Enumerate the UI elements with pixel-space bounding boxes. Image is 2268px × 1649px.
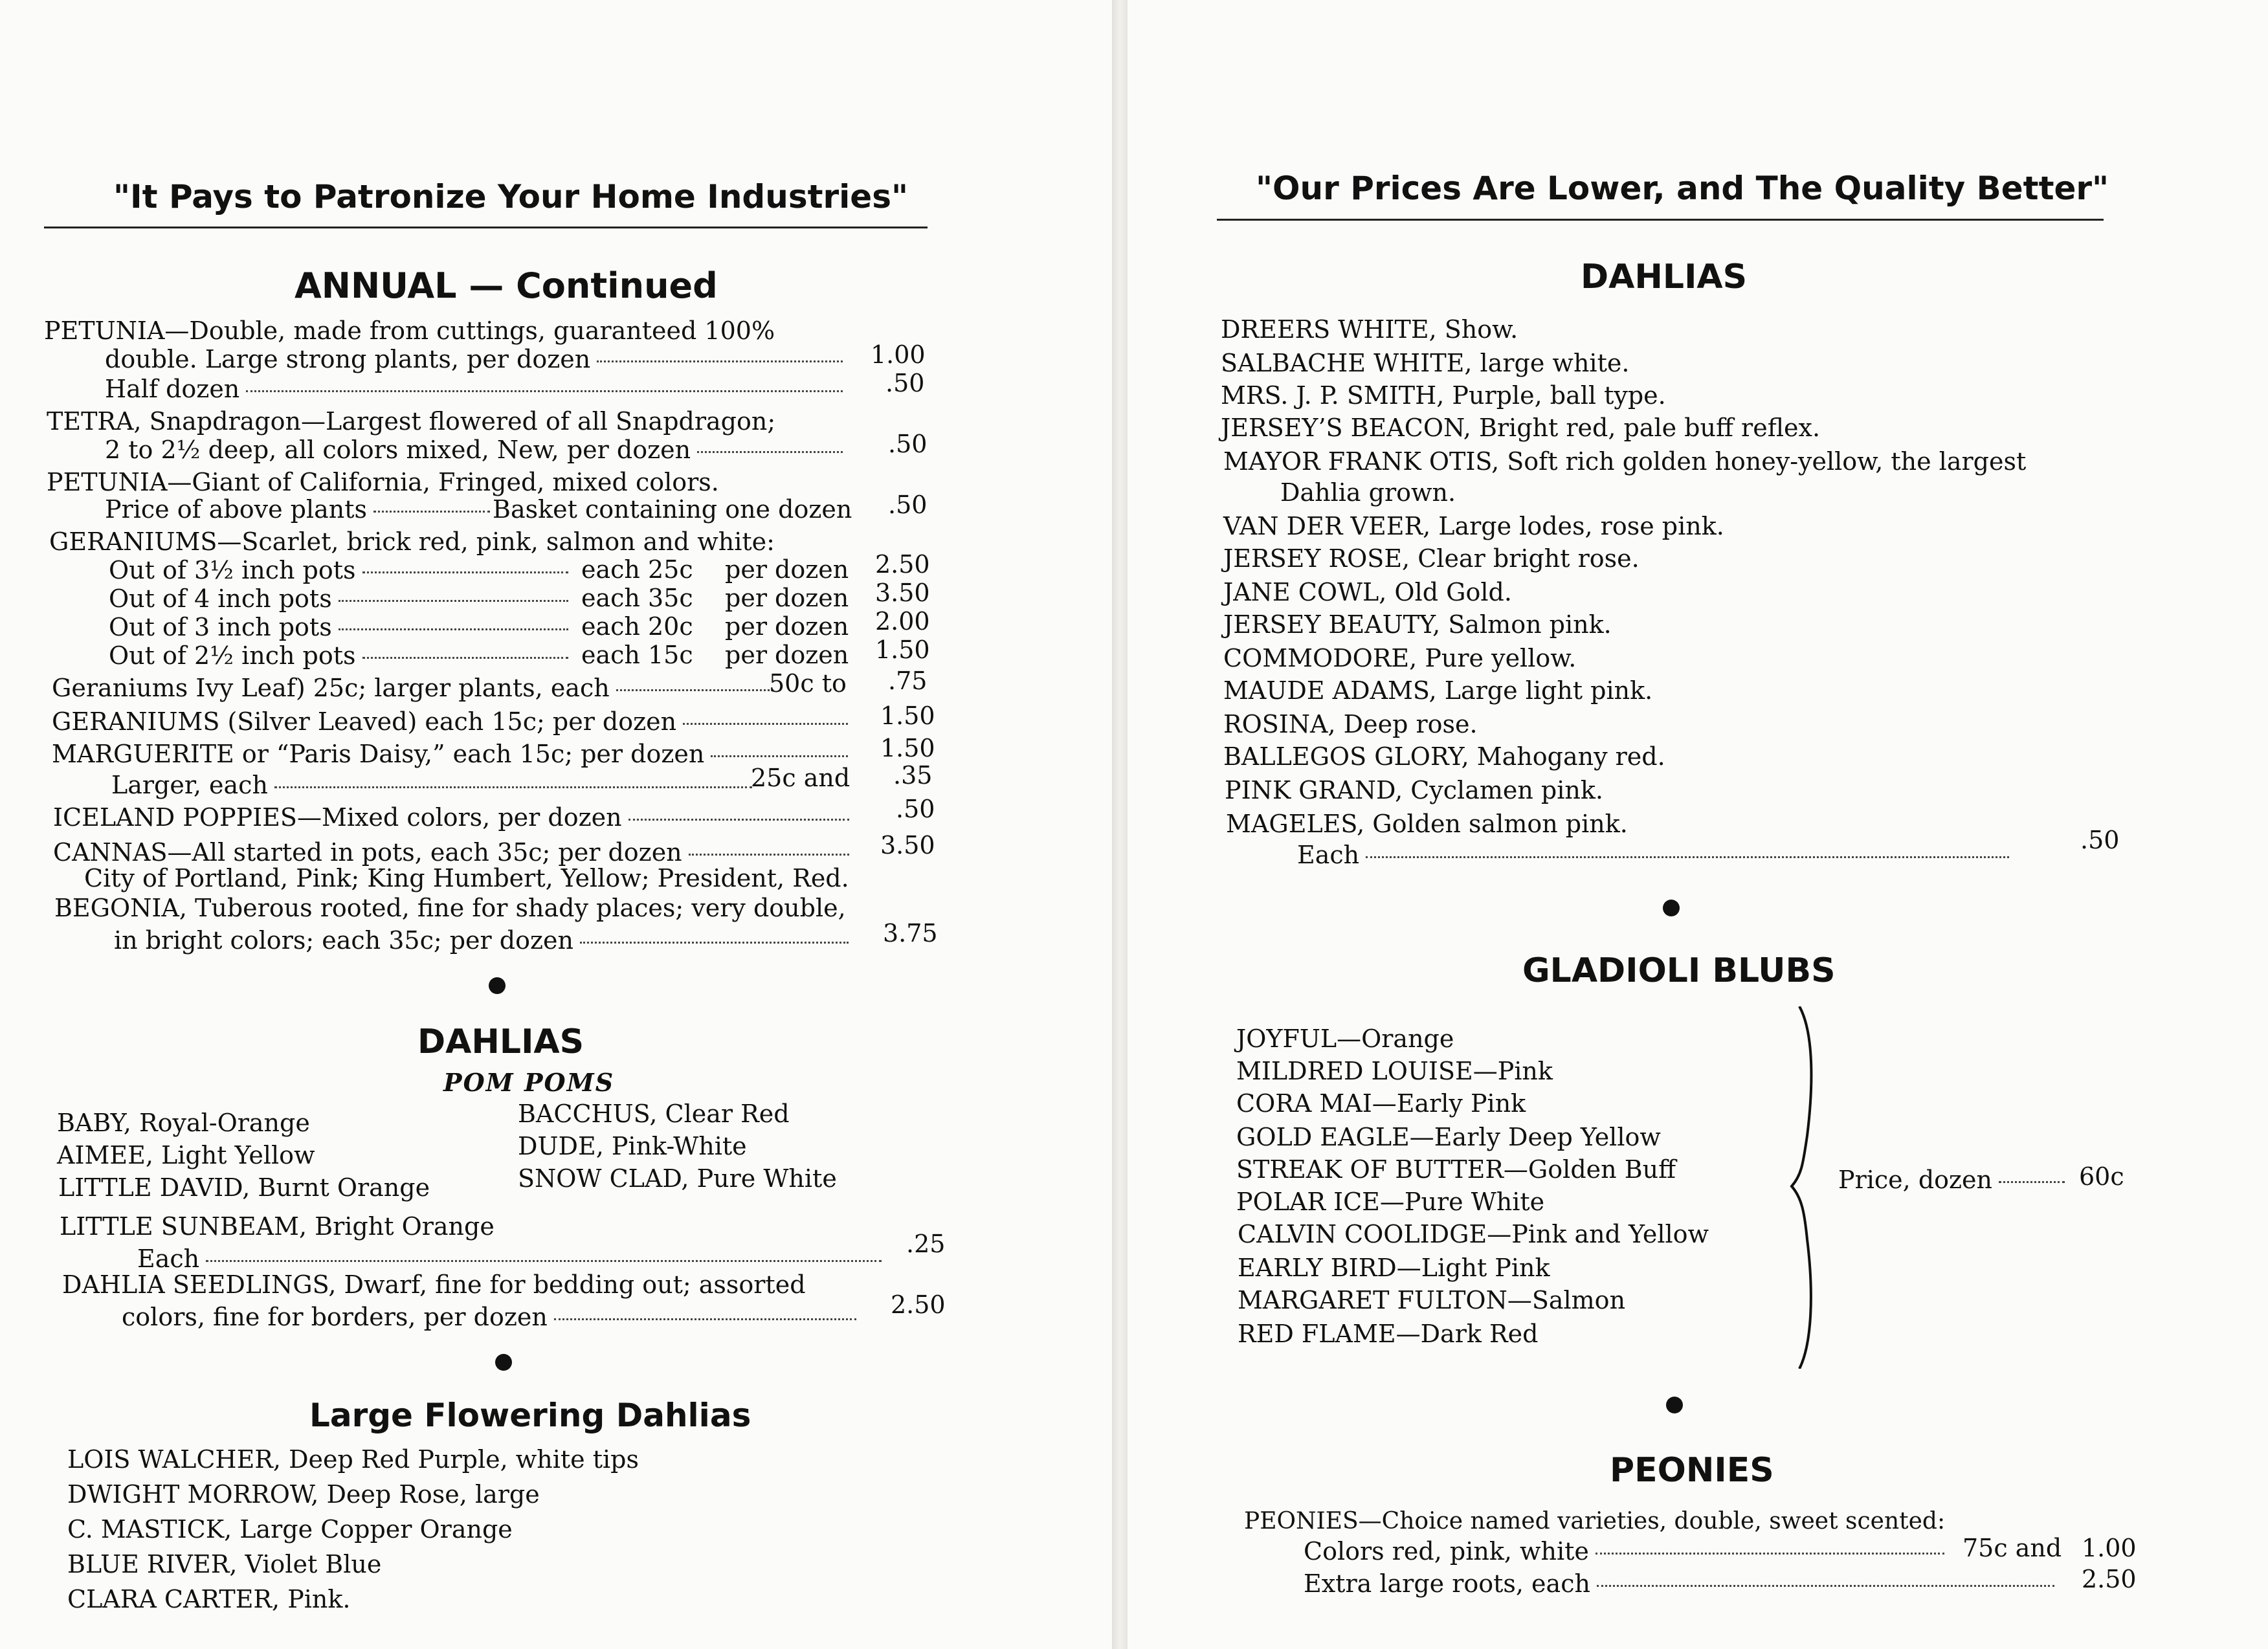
price: 1.50 [880,702,935,730]
pot-size: Out of 2½ inch pots [109,641,356,670]
large-dahlia-item: BLUE RIVER, Violet Blue [67,1550,382,1578]
begonia-text: in bright colors; each 35c; per dozen [114,926,573,955]
leader-dots [628,819,849,821]
price: 1.00 [2082,1534,2137,1562]
leader-dots [373,511,490,513]
price: 3.75 [883,919,938,947]
petunia-giant-line1: PETUNIA—Giant of California, Fringed, mixed colors. [47,468,719,496]
leader-dots [580,942,849,944]
tetra-text: 2 to 2½ deep, all colors mixed, New, per dozen [105,436,691,464]
geranium-row [109,555,575,585]
per-dozen: per dozen [725,555,849,584]
petunia-double-line2 [105,344,849,374]
large-dahlia-item: LOIS WALCHER, Deep Red Purple, white tips [67,1445,639,1474]
right-divider [1217,219,2104,221]
gladiolus-item: RED FLAME—Dark Red [1238,1320,1539,1348]
left-divider [44,227,928,228]
annual-title: ANNUAL — Continued [295,265,718,306]
petunia-double-text: double. Large strong plants, per dozen [105,345,591,373]
leader-dots [274,786,752,788]
price-above-text: Price of above plants [105,495,368,524]
price: .50 [885,369,925,397]
bullet-divider [1663,900,1680,916]
price: 2.50 [891,1290,946,1319]
right-slogan: "Our Prices Are Lower, and The Quality Better" [1256,170,2109,207]
larger-text: Larger, each [111,771,268,799]
each-text: Each [1297,841,1360,869]
price: 2.00 [875,607,930,636]
leader-dots [1999,1181,2065,1183]
price-dozen-label: Price, dozen [1838,1166,1993,1194]
begonia-line1: BEGONIA, Tuberous rooted, fine for shady places; very double, [54,894,846,922]
cannas-text: CANNAS—All started in pots, each 35c; per dozen [53,838,682,867]
right-dahlias-title: DAHLIAS [1581,258,1748,296]
peonies-range: 75c and [1962,1534,2062,1562]
price: .50 [2080,826,2120,854]
price: .75 [888,667,928,695]
gladiolus-item: CORA MAI—Early Pink [1236,1089,1526,1118]
basket-text: Basket containing one dozen [493,495,852,524]
little-sunbeam: LITTLE SUNBEAM, Bright Orange [60,1212,495,1241]
dahlia-item: SALBACHE WHITE, large white. [1221,349,1630,377]
dahlia-item: MAUDE ADAMS, Large light pink. [1223,676,1653,705]
pot-size: Out of 4 inch pots [109,584,332,613]
pom-right-item: BACCHUS, Clear Red [518,1100,790,1128]
dahlia-item: MRS. J. P. SMITH, Purple, ball type. [1221,381,1666,410]
dahlia-item: JANE COWL, Old Gold. [1223,578,1512,606]
each-price: each 15c [581,641,693,669]
price: 3.50 [880,831,935,859]
leader-dots [1597,1585,2054,1587]
marguerite [52,739,854,769]
pot-size: Out of 3 inch pots [109,613,332,641]
peonies-colors-text: Colors red, pink, white [1304,1537,1589,1566]
tetra-line2 [105,435,849,465]
gladiolus-item: GOLD EAGLE—Early Deep Yellow [1236,1123,1661,1151]
gladioli-title: GLADIOLI BLUBS [1522,951,1836,990]
pom-poms-subtitle: POM POMS [443,1068,615,1097]
pom-right-item: DUDE, Pink-White [518,1132,747,1160]
petunia-giant-line2 [105,494,852,524]
leader-dots [616,689,773,691]
gladiolus-item: STREAK OF BUTTER—Golden Buff [1236,1155,1676,1184]
begonia-line2 [114,925,855,955]
silver-text: GERANIUMS (Silver Leaved) each 15c; per dozen [52,707,677,736]
geranium-row [109,612,575,642]
price: 2.50 [2082,1565,2137,1593]
price: 1.00 [871,340,926,369]
pom-left-item: BABY, Royal-Orange [57,1109,310,1137]
dahlia-item: BALLEGOS GLORY, Mahogany red. [1223,742,1665,771]
seedlings-text: colors, fine for borders, per dozen [122,1303,548,1331]
leader-dots [689,854,849,856]
geraniums-silver [52,707,854,736]
half-dozen-text: Half dozen [105,375,240,403]
large-dahlia-item: CLARA CARTER, Pink. [67,1585,351,1613]
ivy-text: Geraniums Ivy Leaf) 25c; larger plants, each [52,674,610,702]
leader-dots [339,600,568,602]
price: 3.50 [875,579,930,607]
peonies-line3 [1304,1569,2061,1599]
cannas-line2: City of Portland, Pink; King Humbert, Yellow; President, Red. [84,864,849,892]
bullet-divider [489,977,506,994]
dahlia-seedlings-line2 [122,1302,863,1332]
geranium-row [109,584,575,614]
leader-dots [597,360,843,362]
leader-dots [206,1260,882,1262]
price: .35 [893,761,933,790]
left-page [0,0,1112,1649]
brace-icon [1788,1006,1833,1369]
tetra-line1: TETRA, Snapdragon—Largest flowered of all Snapdragon; [47,407,776,436]
per-dozen: per dozen [725,584,849,612]
dahlia-item: MAYOR FRANK OTIS, Soft rich golden honey-yellow, the largest [1223,447,2027,476]
price: 1.50 [875,636,930,664]
large-flowering-title: Large Flowering Dahlias [309,1397,751,1434]
peonies-title: PEONIES [1610,1451,1774,1490]
leader-dots [1595,1553,1944,1555]
dahlia-item: PINK GRAND, Cyclamen pink. [1225,776,1603,804]
leader-dots [1366,856,2009,858]
gladiolus-item: CALVIN COOLIDGE—Pink and Yellow [1238,1220,1709,1248]
dahlia-item: JERSEY BEAUTY, Salmon pink. [1223,610,1612,639]
petunia-half-dozen [105,374,849,404]
peonies-line2 [1304,1536,1951,1566]
dahlias-each [1297,840,2016,870]
price: .50 [888,491,928,519]
iceland-text: ICELAND POPPIES—Mixed colors, per dozen [53,803,622,832]
gladiolus-item: JOYFUL—Orange [1236,1024,1454,1053]
gladiolus-item: MARGARET FULTON—Salmon [1238,1286,1626,1314]
right-page [1128,0,2268,1649]
each-price: each 35c [581,584,693,612]
gladiolus-item: EARLY BIRD—Light Pink [1238,1254,1550,1282]
price: 60c [2079,1162,2124,1191]
leader-dots [711,755,848,757]
each-text: Each [137,1245,200,1273]
book-gutter [1112,0,1128,1649]
marguerite-larger [111,770,759,800]
ivy-range: 50c to [769,669,847,698]
dahlia-item: JERSEY ROSE, Clear bright rose. [1223,544,1640,573]
each-price: each 25c [581,555,693,584]
gladiolus-item: MILDRED LOUISE—Pink [1236,1057,1553,1085]
petunia-double-line1: PETUNIA—Double, made from cuttings, guaranteed 100% [44,316,775,345]
price: .50 [896,795,935,823]
dahlia-item: VAN DER VEER, Large lodes, rose pink. [1223,512,1724,540]
gladioli-price-line [1838,1165,2071,1195]
price: 1.50 [880,734,935,762]
leader-dots [339,628,568,630]
pot-size: Out of 3½ inch pots [109,556,356,584]
bullet-divider [495,1354,512,1371]
extra-large-text: Extra large roots, each [1304,1569,1590,1598]
dahlia-seedlings-line1: DAHLIA SEEDLINGS, Dwarf, fine for bedding out; assorted [62,1270,806,1299]
each-price: each 20c [581,612,693,641]
pom-left-item: AIMEE, Light Yellow [57,1141,315,1169]
per-dozen: per dozen [725,641,849,669]
left-slogan: "It Pays to Patronize Your Home Industries" [113,178,909,216]
leader-dots [362,657,568,659]
dahlia-item: MAGELES, Golden salmon pink. [1226,810,1628,838]
marguerite-text: MARGUERITE or “Paris Daisy,” each 15c; per dozen [52,740,705,768]
left-dahlias-title: DAHLIAS [417,1023,584,1061]
iceland-poppies [53,802,856,832]
pom-right-item: SNOW CLAD, Pure White [518,1164,837,1193]
geraniums-ivy [52,673,780,703]
leader-dots [697,451,843,453]
peonies-line1: PEONIES—Choice named varieties, double, sweet scented: [1244,1508,1946,1534]
dahlia-item: DREERS WHITE, Show. [1221,315,1518,344]
leader-dots [683,723,848,725]
bullet-divider [1666,1397,1683,1413]
dahlia-item: COMMODORE, Pure yellow. [1223,644,1577,672]
leader-dots [246,390,843,392]
leader-dots [554,1318,856,1320]
pom-left-item: LITTLE DAVID, Burnt Orange [58,1173,430,1202]
per-dozen: per dozen [725,612,849,641]
price: .50 [888,430,928,458]
large-dahlia-item: C. MASTICK, Large Copper Orange [67,1515,513,1544]
dahlia-item: ROSINA, Deep rose. [1223,710,1478,738]
leader-dots [362,571,568,573]
geranium-row [109,641,575,670]
larger-range: 25c and [751,764,850,792]
gladiolus-item: POLAR ICE—Pure White [1236,1188,1545,1216]
price: .25 [906,1230,946,1258]
dahlia-item: JERSEY’S BEACON, Bright red, pale buff reflex. [1221,414,1821,442]
price: 2.50 [875,550,930,579]
large-dahlia-item: DWIGHT MORROW, Deep Rose, large [67,1480,540,1509]
geraniums-heading: GERANIUMS—Scarlet, brick red, pink, salmon and white: [49,527,775,556]
dahlia-item-cont: Dahlia grown. [1280,478,1456,507]
